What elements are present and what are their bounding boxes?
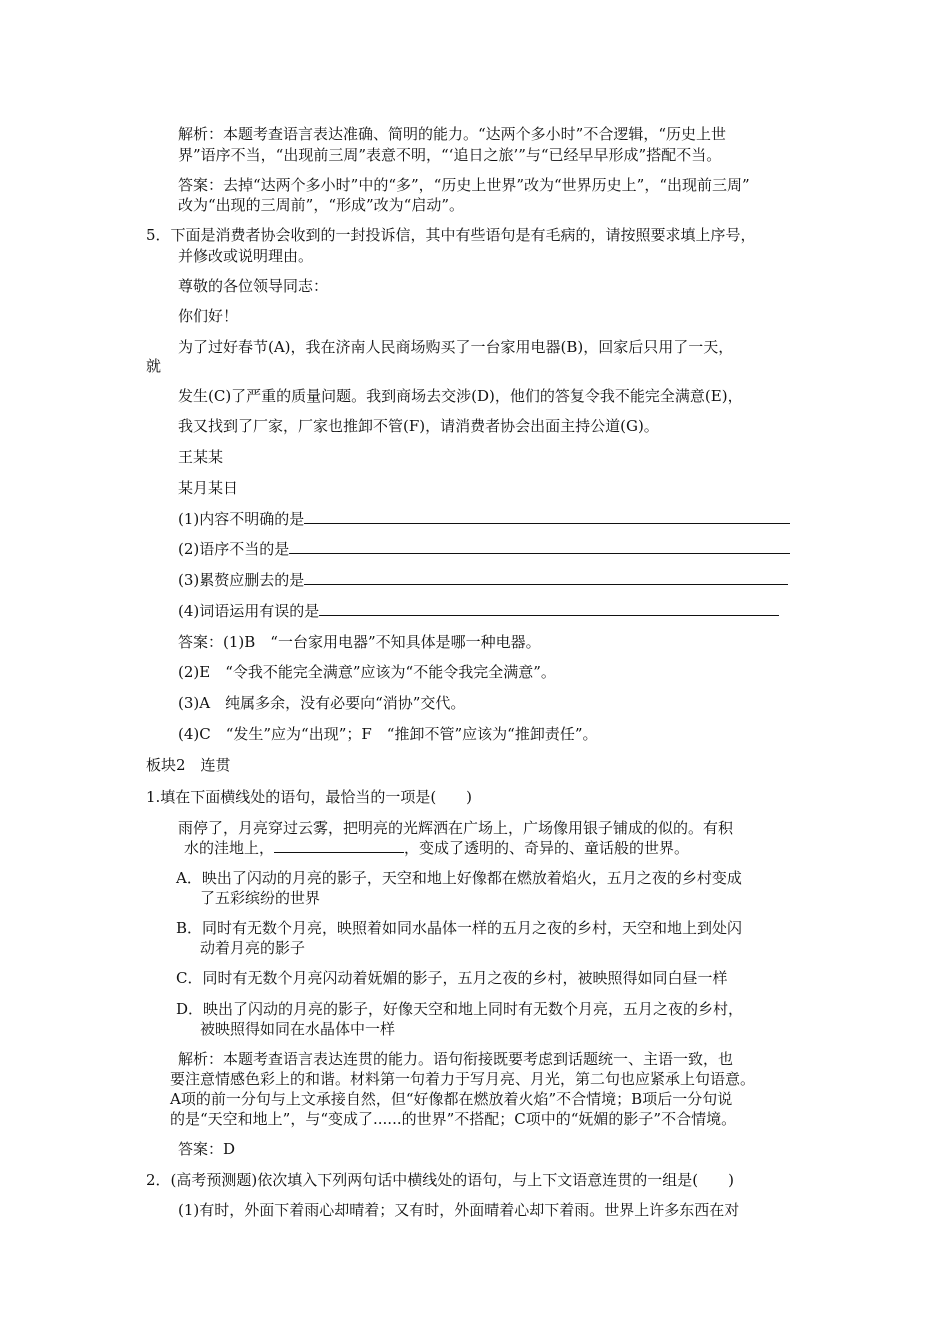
q5-stem-line-1: 5．下面是消费者协会收到的一封投诉信，其中有些语句是有毛病的，请按照要求填上序号，	[146, 226, 756, 244]
option-d-line-2[interactable]: 被映照得如同在水晶体中一样	[200, 1020, 396, 1038]
passage-line-2-start: 水的洼地上，	[184, 839, 275, 857]
q4-answer-line-1: 答案：去掉“达两个多小时”中的“多”，“历史上世界”改为“世界历史上”，“出现前三周”	[178, 176, 750, 194]
letter-salutation: 尊敬的各位领导同志：	[178, 277, 329, 295]
s2q1-passage-line-2	[184, 838, 689, 858]
s2q1-answer: 答案：D	[178, 1140, 236, 1158]
s2q1-stem: 1.填在下面横线处的语句，最恰当的一项是( )	[146, 788, 473, 806]
section-heading: 板块2 连贯	[146, 756, 231, 774]
fill-item-2-label: (2)语序不当的是	[178, 540, 290, 558]
s2q1-analysis-line-3: A项的前一分句与上文承接自然，但“好像都在燃放着火焰”不合情境；B项后一分句说	[170, 1090, 733, 1108]
fill-item-4	[178, 601, 779, 621]
letter-date: 某月某日	[178, 479, 239, 497]
option-b-line-1[interactable]: B．同时有无数个月亮，映照着如同水晶体一样的五月之夜的乡村，天空和地上到处闪	[176, 919, 743, 937]
q4-answer-line-2: 改为“出现的三周前”，“形成”改为“启动”。	[178, 196, 465, 214]
s2q1-analysis-line-4: 的是“天空和地上”，与“变成了......的世界”不搭配；C项中的“妩媚的影子”不合情境。	[170, 1110, 737, 1128]
fill-item-1-label: (1)内容不明确的是	[178, 510, 305, 528]
letter-signature: 王某某	[178, 448, 224, 466]
option-a-line-2[interactable]: 了五彩缤纷的世界	[200, 889, 321, 907]
fill-blank-4[interactable]	[319, 601, 779, 616]
fill-item-3-label: (3)累赘应删去的是	[178, 571, 305, 589]
fill-item-2	[178, 539, 790, 559]
letter-body-wrap: 就	[146, 357, 162, 375]
option-c-line-1[interactable]: C．同时有无数个月亮闪动着妩媚的影子，五月之夜的乡村，被映照得如同白昼一样	[176, 969, 728, 987]
q5-answer-2: (2)E “令我不能完全满意”应该为“不能令我完全满意”。	[178, 663, 556, 681]
letter-body-line-3: 我又找到了厂家，厂家也推卸不管(F)，请消费者协会出面主持公道(G)。	[178, 417, 659, 435]
fill-blank-1[interactable]	[304, 509, 790, 524]
fill-blank-2[interactable]	[289, 539, 790, 554]
option-a-line-1[interactable]: A．映出了闪动的月亮的影子，天空和地上好像都在燃放着焰火，五月之夜的乡村变成	[176, 869, 742, 887]
fill-item-1	[178, 509, 790, 529]
s2q2-stem: 2．(高考预测题)依次填入下列两句话中横线处的语句，与上下文语意连贯的一组是( )	[146, 1171, 734, 1189]
s2q1-analysis-line-1: 解析：本题考查语言表达连贯的能力。语句衔接既要考虑到话题统一、主语一致，也	[178, 1050, 734, 1068]
fill-item-3	[178, 570, 788, 590]
letter-body-line-2: 发生(C)了严重的质量问题。我到商场去交涉(D)，他们的答复令我不能完全满意(E)，	[178, 387, 743, 405]
q5-stem-line-2: 并修改或说明理由。	[178, 247, 314, 265]
s2q2-item-1: (1)有时，外面下着雨心却晴着；又有时，外面晴着心却下着雨。世界上许多东西在对	[178, 1201, 740, 1219]
letter-greeting: 你们好！	[178, 307, 239, 325]
letter-body-line-1: 为了过好春节(A)，我在济南人民商场购买了一台家用电器(B)，回家后只用了一天，	[178, 338, 734, 356]
passage-line-2-end: ，变成了透明的、奇异的、童话般的世界。	[404, 839, 690, 857]
option-b-line-2[interactable]: 动着月亮的影子	[200, 939, 306, 957]
fill-item-4-label: (4)词语运用有误的是	[178, 602, 320, 620]
s2q1-passage-line-1: 雨停了，月亮穿过云雾，把明亮的光辉洒在广场上，广场像用银子铺成的似的。有积	[178, 819, 734, 837]
s2q1-analysis-line-2: 要注意情感色彩上的和谐。材料第一句着力于写月亮、月光，第二句也应紧承上句语意。	[170, 1070, 756, 1088]
q5-answer-4: (4)C “发生”应为“出现”；F “推卸不管”应该为“推卸责任”。	[178, 725, 598, 743]
q4-analysis-line-1: 解析：本题考查语言表达准确、简明的能力。“达两个多小时”不合逻辑，“历史上世	[178, 125, 727, 143]
option-d-line-1[interactable]: D．映出了闪动的月亮的影子，好像天空和地上同时有无数个月亮，五月之夜的乡村，	[176, 1000, 744, 1018]
q5-answer-1: 答案：(1)B “一台家用电器”不知具体是哪一种电器。	[178, 633, 541, 651]
q4-analysis-line-2: 界”语序不当，“出现前三周”表意不明，“‘追日之旅’”与“已经早早形成”搭配不当。	[178, 146, 722, 164]
passage-blank[interactable]	[274, 838, 404, 853]
q5-answer-3: (3)A 纯属多余，没有必要向“消协”交代。	[178, 694, 466, 712]
fill-blank-3[interactable]	[304, 570, 788, 585]
